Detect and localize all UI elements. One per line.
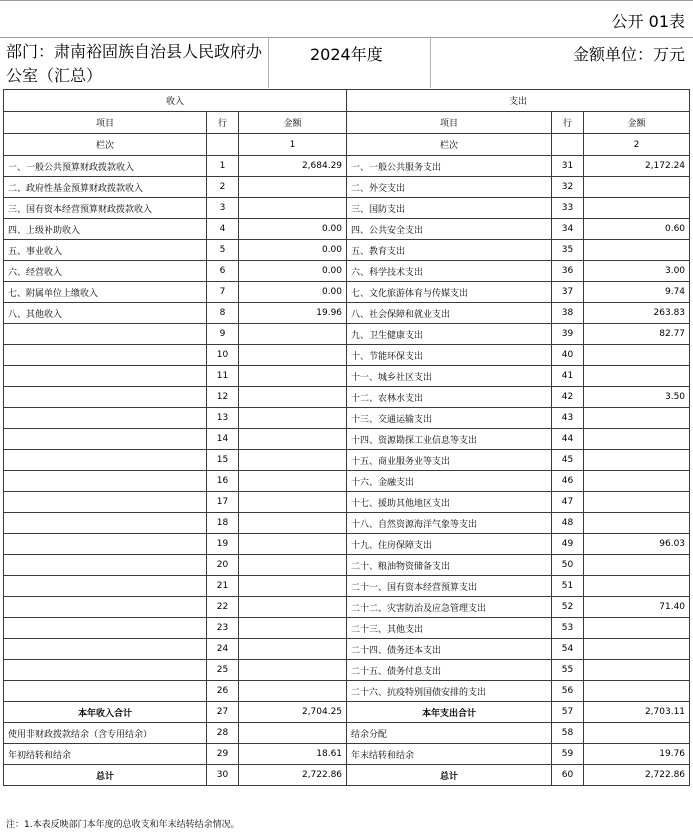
- expense-amount-cell: [584, 723, 690, 744]
- income-item-cell: [4, 597, 207, 618]
- table-row: [4, 156, 690, 177]
- income-amount-cell: 18.61: [239, 744, 347, 765]
- income-lanci-label: 栏次: [4, 134, 207, 156]
- form-code-bar: [0, 0, 693, 38]
- income-item-cell: 使用非财政拨款结余（含专用结余）: [4, 723, 207, 744]
- expense-amount-cell: 19.76: [584, 744, 690, 765]
- table-row: [4, 555, 690, 576]
- expense-amount-cell: [584, 660, 690, 681]
- column-header-row: [4, 112, 690, 134]
- income-amount-cell: 2,722.86: [239, 765, 347, 786]
- expense-line-cell: 38: [552, 303, 584, 324]
- expense-amount-cell: [584, 471, 690, 492]
- expense-line-cell: 39: [552, 324, 584, 345]
- income-lanci-number: 1: [239, 134, 347, 156]
- income-amount-cell: [239, 597, 347, 618]
- table-row: [4, 618, 690, 639]
- income-amount-cell: [239, 324, 347, 345]
- income-item-cell: [4, 534, 207, 555]
- expense-amount-cell: [584, 513, 690, 534]
- expense-item-cell: 五、教育支出: [347, 240, 552, 261]
- expense-amount-cell: 9.74: [584, 282, 690, 303]
- income-line-cell: 24: [207, 639, 239, 660]
- income-line-cell: 8: [207, 303, 239, 324]
- expense-line-cell: 55: [552, 660, 584, 681]
- income-line-cell: 21: [207, 576, 239, 597]
- income-amount-cell: [239, 366, 347, 387]
- income-amount-cell: [239, 618, 347, 639]
- income-amount-cell: [239, 450, 347, 471]
- table-row: [4, 261, 690, 282]
- expense-amount-cell: [584, 639, 690, 660]
- expense-line-cell: 40: [552, 345, 584, 366]
- table-row: [4, 744, 690, 765]
- income-item-cell: [4, 345, 207, 366]
- expense-amount-cell: [584, 618, 690, 639]
- income-amount-cell: [239, 660, 347, 681]
- income-amount-cell: 0.00: [239, 282, 347, 303]
- expense-item-cell: 年末结转和结余: [347, 744, 552, 765]
- income-item-cell: 二、政府性基金预算财政拨款收入: [4, 177, 207, 198]
- expense-item-cell: 总计: [347, 765, 552, 786]
- income-line-cell: 7: [207, 282, 239, 303]
- income-amount-cell: [239, 723, 347, 744]
- table-row: [4, 702, 690, 723]
- table-row: [4, 429, 690, 450]
- expense-line-cell: 56: [552, 681, 584, 702]
- expense-line-cell: 31: [552, 156, 584, 177]
- expense-item-cell: 九、卫生健康支出: [347, 324, 552, 345]
- table-row: [4, 345, 690, 366]
- expense-item-cell: 二、外交支出: [347, 177, 552, 198]
- table-row: [4, 240, 690, 261]
- expense-line-cell: 46: [552, 471, 584, 492]
- income-item-cell: [4, 513, 207, 534]
- income-amount-cell: [239, 198, 347, 219]
- income-item-cell: [4, 429, 207, 450]
- expense-line-cell: 50: [552, 555, 584, 576]
- expense-amount-cell: [584, 492, 690, 513]
- income-line-cell: 5: [207, 240, 239, 261]
- table-note: 注：1.本表反映部门本年度的总收支和年末结转结余情况。: [6, 820, 240, 830]
- expense-amount-cell: 2,172.24: [584, 156, 690, 177]
- expense-amount-cell: [584, 240, 690, 261]
- income-item-cell: [4, 408, 207, 429]
- expense-line-cell: 34: [552, 219, 584, 240]
- income-section-header: 收入: [4, 90, 347, 112]
- table-row: [4, 471, 690, 492]
- table-row: [4, 282, 690, 303]
- expense-item-cell: 一、一般公共服务支出: [347, 156, 552, 177]
- income-amount-cell: [239, 345, 347, 366]
- expense-line-cell: 49: [552, 534, 584, 555]
- table-row: [4, 723, 690, 744]
- table-row: [4, 765, 690, 786]
- income-amount-cell: 0.00: [239, 240, 347, 261]
- income-line-cell: 22: [207, 597, 239, 618]
- table-row: [4, 219, 690, 240]
- income-item-cell: [4, 450, 207, 471]
- expense-amount-cell: 96.03: [584, 534, 690, 555]
- expense-line-cell: 57: [552, 702, 584, 723]
- expense-lanci-number: 2: [584, 134, 690, 156]
- expense-item-cell: 结余分配: [347, 723, 552, 744]
- income-line-cell: 15: [207, 450, 239, 471]
- expense-line-cell: 33: [552, 198, 584, 219]
- expense-item-cell: 十一、城乡社区支出: [347, 366, 552, 387]
- expense-item-cell: 十七、援助其他地区支出: [347, 492, 552, 513]
- expense-amount-cell: [584, 450, 690, 471]
- income-line-cell: 23: [207, 618, 239, 639]
- income-item-cell: [4, 681, 207, 702]
- income-amount-cell: [239, 639, 347, 660]
- income-amount-cell: 2,704.25: [239, 702, 347, 723]
- expense-item-cell: 二十六、抗疫特别国债安排的支出: [347, 681, 552, 702]
- expense-item-cell: 十六、金融支出: [347, 471, 552, 492]
- department-name: 部门：肃南裕固族自治县人民政府办公室（汇总）: [6, 42, 263, 85]
- income-item-cell: 年初结转和结余: [4, 744, 207, 765]
- table-row: [4, 660, 690, 681]
- income-item-cell: [4, 492, 207, 513]
- income-amount-cell: [239, 492, 347, 513]
- expense-amount-cell: 3.00: [584, 261, 690, 282]
- income-amount-cell: 0.00: [239, 261, 347, 282]
- income-line-cell: 9: [207, 324, 239, 345]
- report-year: 2024年度: [310, 45, 383, 64]
- income-line-cell: 17: [207, 492, 239, 513]
- expense-amount-cell: [584, 555, 690, 576]
- income-item-cell: 五、事业收入: [4, 240, 207, 261]
- income-line-cell: 13: [207, 408, 239, 429]
- form-code: 公开 01表: [611, 12, 685, 31]
- income-line-cell: 27: [207, 702, 239, 723]
- income-amount-cell: [239, 429, 347, 450]
- income-item-cell: [4, 366, 207, 387]
- income-item-cell: [4, 639, 207, 660]
- income-amount-cell: [239, 471, 347, 492]
- income-item-cell: 八、其他收入: [4, 303, 207, 324]
- expense-line-cell: 54: [552, 639, 584, 660]
- income-amount-header: 金额: [239, 112, 347, 134]
- expense-item-cell: 十五、商业服务业等支出: [347, 450, 552, 471]
- expense-line-cell: 32: [552, 177, 584, 198]
- expense-line-cell: 44: [552, 429, 584, 450]
- expense-amount-cell: 2,722.86: [584, 765, 690, 786]
- expense-item-header: 项目: [347, 112, 552, 134]
- expense-item-cell: 十八、自然资源海洋气象等支出: [347, 513, 552, 534]
- income-line-cell: 20: [207, 555, 239, 576]
- income-amount-cell: 19.96: [239, 303, 347, 324]
- table-row: [4, 450, 690, 471]
- table-row: [4, 303, 690, 324]
- expense-amount-cell: [584, 198, 690, 219]
- income-amount-cell: [239, 681, 347, 702]
- income-line-cell: 16: [207, 471, 239, 492]
- income-amount-cell: [239, 555, 347, 576]
- income-item-cell: 总计: [4, 765, 207, 786]
- table-row: [4, 576, 690, 597]
- expense-item-cell: 十二、农林水支出: [347, 387, 552, 408]
- income-item-cell: [4, 660, 207, 681]
- expense-item-cell: 十、节能环保支出: [347, 345, 552, 366]
- income-amount-cell: 0.00: [239, 219, 347, 240]
- expense-amount-cell: [584, 345, 690, 366]
- expense-section-header: 支出: [347, 90, 690, 112]
- expense-item-cell: 二十、粮油物资储备支出: [347, 555, 552, 576]
- expense-item-cell: 二十四、债务还本支出: [347, 639, 552, 660]
- expense-amount-cell: 0.60: [584, 219, 690, 240]
- expense-line-cell: 48: [552, 513, 584, 534]
- income-item-cell: [4, 576, 207, 597]
- expense-line-cell: 53: [552, 618, 584, 639]
- expense-item-cell: 十四、资源勘探工业信息等支出: [347, 429, 552, 450]
- income-line-cell: 19: [207, 534, 239, 555]
- income-item-cell: [4, 471, 207, 492]
- expense-line-cell: 35: [552, 240, 584, 261]
- expense-amount-cell: [584, 177, 690, 198]
- income-amount-cell: [239, 534, 347, 555]
- header-divider: [430, 38, 431, 88]
- table-row: [4, 513, 690, 534]
- table-row: [4, 492, 690, 513]
- table-row: [4, 387, 690, 408]
- expense-lanci-line: [552, 134, 584, 156]
- expense-line-cell: 52: [552, 597, 584, 618]
- table-row: [4, 324, 690, 345]
- table-row: [4, 177, 690, 198]
- expense-item-cell: 二十一、国有资本经营预算支出: [347, 576, 552, 597]
- income-line-cell: 4: [207, 219, 239, 240]
- expense-line-cell: 43: [552, 408, 584, 429]
- income-line-cell: 11: [207, 366, 239, 387]
- income-item-cell: 四、上级补助收入: [4, 219, 207, 240]
- expense-line-cell: 58: [552, 723, 584, 744]
- income-item-cell: 三、国有资本经营预算财政拨款收入: [4, 198, 207, 219]
- expense-item-cell: 十九、住房保障支出: [347, 534, 552, 555]
- expense-amount-cell: [584, 408, 690, 429]
- expense-amount-header: 金额: [584, 112, 690, 134]
- income-item-cell: 六、经营收入: [4, 261, 207, 282]
- expense-item-cell: 七、文化旅游体育与传媒支出: [347, 282, 552, 303]
- income-line-cell: 28: [207, 723, 239, 744]
- expense-lanci-label: 栏次: [347, 134, 552, 156]
- expense-line-cell: 37: [552, 282, 584, 303]
- income-line-cell: 1: [207, 156, 239, 177]
- expense-item-cell: 本年支出合计: [347, 702, 552, 723]
- income-expense-table: [3, 89, 690, 786]
- expense-line-header: 行: [552, 112, 584, 134]
- expense-item-cell: 四、公共安全支出: [347, 219, 552, 240]
- expense-line-cell: 47: [552, 492, 584, 513]
- expense-item-cell: 八、社会保障和就业支出: [347, 303, 552, 324]
- income-line-cell: 10: [207, 345, 239, 366]
- expense-line-cell: 59: [552, 744, 584, 765]
- table-row: [4, 366, 690, 387]
- income-item-cell: [4, 324, 207, 345]
- expense-line-cell: 45: [552, 450, 584, 471]
- income-item-cell: [4, 618, 207, 639]
- income-lanci-line: [207, 134, 239, 156]
- lanci-row: [4, 134, 690, 156]
- expense-amount-cell: [584, 366, 690, 387]
- expense-amount-cell: 71.40: [584, 597, 690, 618]
- income-item-cell: [4, 555, 207, 576]
- income-line-cell: 3: [207, 198, 239, 219]
- expense-amount-cell: 3.50: [584, 387, 690, 408]
- table-row: [4, 639, 690, 660]
- expense-item-cell: 二十二、灾害防治及应急管理支出: [347, 597, 552, 618]
- expense-amount-cell: 263.83: [584, 303, 690, 324]
- income-line-cell: 2: [207, 177, 239, 198]
- table-row: [4, 534, 690, 555]
- amount-unit: 金额单位：万元: [572, 45, 685, 64]
- expense-line-cell: 60: [552, 765, 584, 786]
- expense-item-cell: 二十三、其他支出: [347, 618, 552, 639]
- table-row: [4, 408, 690, 429]
- report-header: [0, 38, 693, 88]
- expense-line-cell: 36: [552, 261, 584, 282]
- income-line-cell: 12: [207, 387, 239, 408]
- header-divider: [268, 38, 269, 88]
- expense-item-cell: 十三、交通运输支出: [347, 408, 552, 429]
- income-amount-cell: [239, 576, 347, 597]
- income-amount-cell: [239, 408, 347, 429]
- income-line-cell: 14: [207, 429, 239, 450]
- income-line-cell: 18: [207, 513, 239, 534]
- income-item-header: 项目: [4, 112, 207, 134]
- expense-item-cell: 六、科学技术支出: [347, 261, 552, 282]
- expense-amount-cell: [584, 429, 690, 450]
- table-row: [4, 681, 690, 702]
- income-item-cell: 一、一般公共预算财政拨款收入: [4, 156, 207, 177]
- income-line-cell: 30: [207, 765, 239, 786]
- income-item-cell: [4, 387, 207, 408]
- table-row: [4, 198, 690, 219]
- expense-amount-cell: [584, 681, 690, 702]
- expense-amount-cell: [584, 576, 690, 597]
- income-line-cell: 29: [207, 744, 239, 765]
- table-body: [4, 156, 690, 786]
- income-line-header: 行: [207, 112, 239, 134]
- income-amount-cell: [239, 387, 347, 408]
- expense-item-cell: 三、国防支出: [347, 198, 552, 219]
- income-line-cell: 26: [207, 681, 239, 702]
- income-item-cell: 本年收入合计: [4, 702, 207, 723]
- expense-line-cell: 51: [552, 576, 584, 597]
- income-item-cell: 七、附属单位上缴收入: [4, 282, 207, 303]
- expense-line-cell: 42: [552, 387, 584, 408]
- expense-amount-cell: 2,703.11: [584, 702, 690, 723]
- income-amount-cell: [239, 177, 347, 198]
- expense-line-cell: 41: [552, 366, 584, 387]
- expense-item-cell: 二十五、债务付息支出: [347, 660, 552, 681]
- expense-amount-cell: 82.77: [584, 324, 690, 345]
- table-row: [4, 597, 690, 618]
- section-header-row: [4, 90, 690, 112]
- income-amount-cell: 2,684.29: [239, 156, 347, 177]
- income-line-cell: 25: [207, 660, 239, 681]
- income-line-cell: 6: [207, 261, 239, 282]
- income-amount-cell: [239, 513, 347, 534]
